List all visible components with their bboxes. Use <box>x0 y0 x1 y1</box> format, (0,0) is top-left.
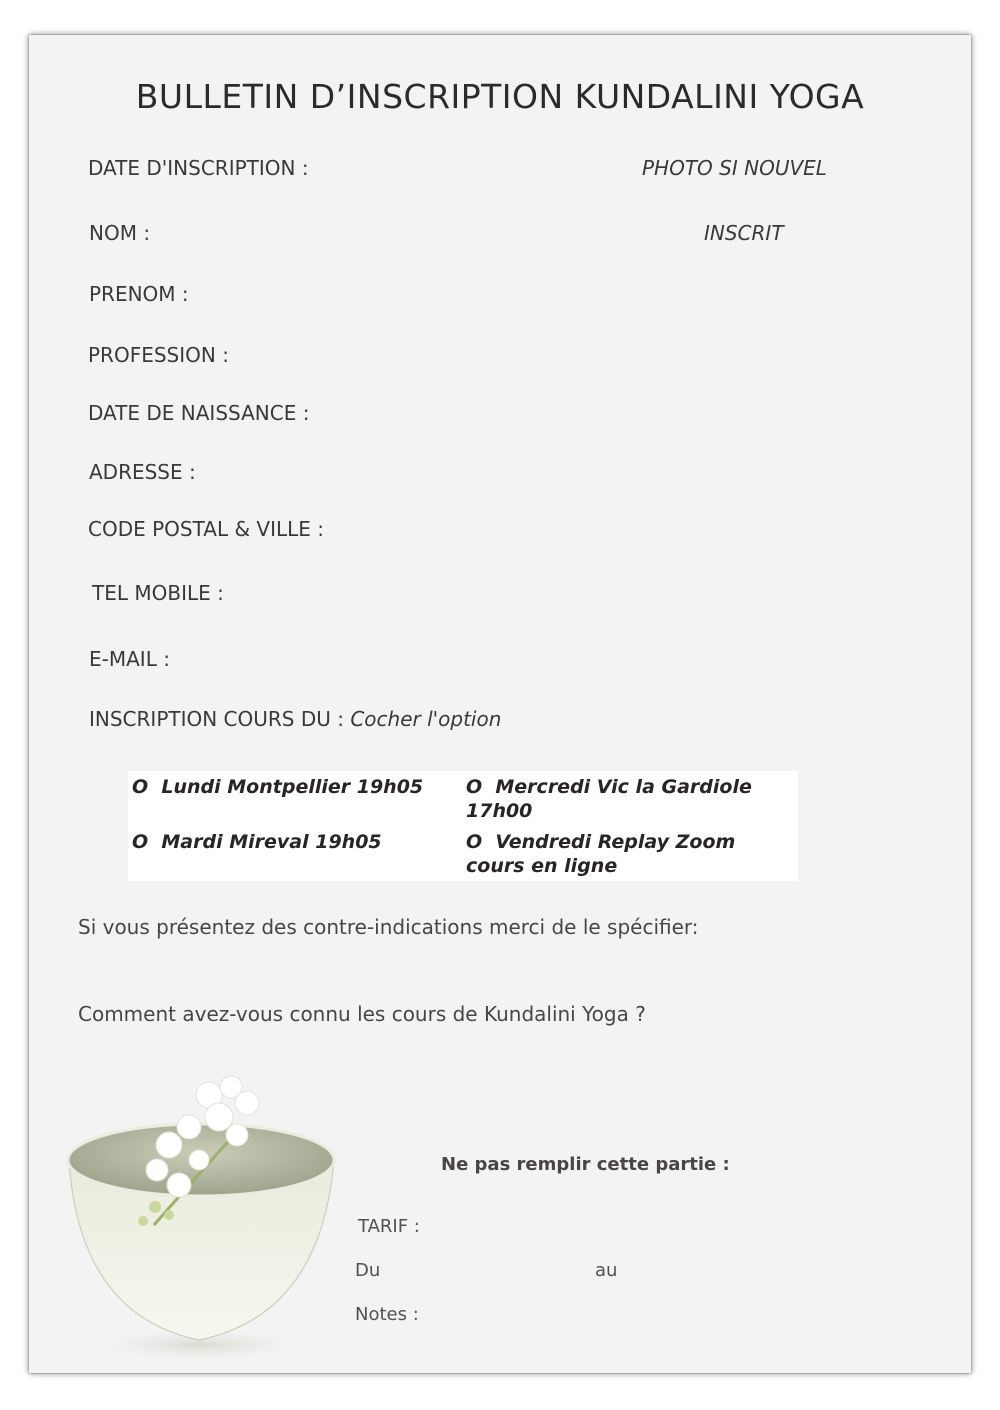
option-marker: O <box>466 831 483 853</box>
tel-mobile-label: TEL MOBILE : <box>92 581 224 605</box>
option-label: Vendredi Replay Zoom <box>495 831 736 853</box>
option-vendredi-zoom[interactable] <box>466 830 735 878</box>
inscription-cours-label: INSCRIPTION COURS DU : <box>89 707 344 731</box>
connu-text: Comment avez-vous connu les cours de Kundalini Yoga ? <box>78 1002 646 1026</box>
form-sheet <box>29 35 971 1373</box>
tarif-label: TARIF : <box>358 1216 420 1237</box>
option-marker: O <box>466 776 483 798</box>
option-label: Lundi Montpellier 19h05 <box>161 776 424 798</box>
option-label: Mardi Mireval 19h05 <box>161 831 382 853</box>
prenom-label: PRENOM : <box>89 282 189 306</box>
date-inscription-label: DATE D'INSCRIPTION : <box>88 156 309 180</box>
profession-label: PROFESSION : <box>88 343 229 367</box>
adresse-label: ADRESSE : <box>89 460 196 484</box>
au-label: au <box>595 1260 618 1281</box>
inscription-cours-hint: Cocher l'option <box>350 707 502 731</box>
option-mardi-mireval[interactable] <box>132 830 382 854</box>
email-label: E-MAIL : <box>89 647 170 671</box>
course-options-box <box>128 771 798 881</box>
date-naissance-label: DATE DE NAISSANCE : <box>88 401 310 425</box>
option-marker: O <box>132 776 149 798</box>
contre-indications-text: Si vous présentez des contre-indications merci de le spécifier: <box>78 915 699 939</box>
option-label-line2: cours en ligne <box>466 855 618 877</box>
nom-label: NOM : <box>89 221 151 245</box>
admin-heading: Ne pas remplir cette partie : <box>441 1154 730 1175</box>
option-label: Mercredi Vic la Gardiole <box>495 776 752 798</box>
notes-label: Notes : <box>355 1304 419 1325</box>
form-title: BULLETIN D’INSCRIPTION KUNDALINI YOGA <box>135 77 865 116</box>
bowl-with-orchid-icon <box>59 1065 379 1365</box>
du-label: Du <box>355 1260 381 1281</box>
option-lundi-montpellier[interactable] <box>132 775 423 799</box>
option-mercredi-vic[interactable] <box>466 775 752 823</box>
option-marker: O <box>132 831 149 853</box>
photo-note-line2: INSCRIT <box>704 221 784 245</box>
photo-note-line1: PHOTO SI NOUVEL <box>642 156 827 180</box>
code-postal-ville-label: CODE POSTAL & VILLE : <box>88 517 324 541</box>
option-label-line2: 17h00 <box>466 800 533 822</box>
inscription-cours-row <box>89 707 501 731</box>
